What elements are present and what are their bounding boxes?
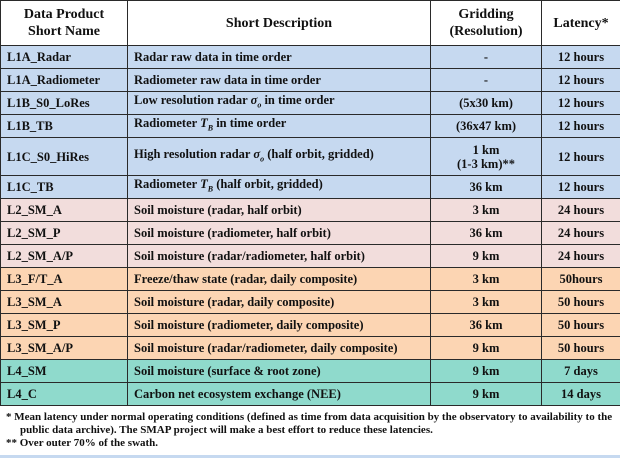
footnote-latency: * Mean latency under normal operating conditions (defined as time from data acquisition by the observatory to availability to the public data archive). The SMAP project will make a best effort to reduce these latencies. xyxy=(6,411,613,436)
description-text: Carbon net ecosystem exchange (NEE) xyxy=(134,387,341,401)
gridding-value: 9 km xyxy=(472,364,500,378)
description-text: Soil moisture (radiometer, half orbit) xyxy=(134,226,331,240)
description-pre: Radiometer xyxy=(134,116,201,131)
header-latency: Latency* xyxy=(542,1,620,46)
cell-gridding xyxy=(431,360,542,383)
symbol: σ xyxy=(253,146,261,161)
cell-latency: 14 days xyxy=(542,383,620,406)
description-pre: High resolution radar xyxy=(134,146,254,161)
table-row xyxy=(1,115,620,138)
cell-latency: 50hours xyxy=(542,268,620,291)
table-row xyxy=(1,268,620,291)
cell-latency: 50 hours xyxy=(542,314,620,337)
cell-description xyxy=(128,291,431,314)
gridding-value: 36 km xyxy=(469,318,503,332)
cell-gridding xyxy=(431,222,542,245)
cell-latency: 24 hours xyxy=(542,245,620,268)
description-text: Soil moisture (surface & root zone) xyxy=(134,364,321,378)
symbol: σ xyxy=(250,93,258,108)
table-row xyxy=(1,92,620,115)
description-post: in time order xyxy=(213,116,287,131)
cell-description xyxy=(128,115,431,138)
symbol: T xyxy=(200,177,208,192)
cell-description xyxy=(128,199,431,222)
cell-description xyxy=(128,245,431,268)
cell-description xyxy=(128,383,431,406)
cell-gridding xyxy=(431,115,542,138)
cell-description xyxy=(128,314,431,337)
cell-gridding xyxy=(431,337,542,360)
table-row xyxy=(1,360,620,383)
cell-gridding xyxy=(431,245,542,268)
table-row xyxy=(1,314,620,337)
cell-description xyxy=(128,138,431,176)
cell-description xyxy=(128,360,431,383)
gridding-range: (1-3 km)** xyxy=(457,156,515,171)
footnotes xyxy=(0,406,620,458)
cell-latency: 50 hours xyxy=(542,337,620,360)
gridding-value: 9 km xyxy=(472,341,500,355)
cell-latency: 7 days xyxy=(542,360,620,383)
symbol-subscript: o xyxy=(260,154,265,164)
table-row xyxy=(1,69,620,92)
symbol: T xyxy=(200,116,208,131)
cell-latency: 24 hours xyxy=(542,199,620,222)
cell-gridding xyxy=(431,291,542,314)
symbol-subscript: B xyxy=(207,184,214,194)
cell-short-name: L3_SM_P xyxy=(1,314,128,337)
cell-latency: 50 hours xyxy=(542,291,620,314)
gridding-value: - xyxy=(483,73,489,87)
gridding-value: 1 km xyxy=(472,142,500,157)
gridding-value: 3 km xyxy=(472,272,500,286)
gridding-value: 3 km xyxy=(472,295,500,309)
header-description: Short Description xyxy=(128,1,431,46)
cell-latency: 12 hours xyxy=(542,92,620,115)
cell-gridding xyxy=(431,138,542,176)
cell-short-name: L4_C xyxy=(1,383,128,406)
description-post: (half orbit, gridded) xyxy=(213,177,323,192)
table-row xyxy=(1,199,620,222)
cell-latency: 12 hours xyxy=(542,46,620,69)
cell-latency: 12 hours xyxy=(542,69,620,92)
header-row xyxy=(1,1,620,46)
cell-short-name: L1A_Radar xyxy=(1,46,128,69)
cell-description xyxy=(128,268,431,291)
symbol-subscript: o xyxy=(257,100,262,110)
cell-short-name: L2_SM_P xyxy=(1,222,128,245)
cell-latency: 24 hours xyxy=(542,222,620,245)
gridding-value: (36x47 km) xyxy=(455,119,517,133)
cell-short-name: L3_SM_A/P xyxy=(1,337,128,360)
cell-gridding xyxy=(431,383,542,406)
cell-short-name: L1C_TB xyxy=(1,176,128,199)
gridding-value: 36 km xyxy=(469,180,503,194)
table-row xyxy=(1,176,620,199)
description-text: Soil moisture (radar, daily composite) xyxy=(134,295,335,309)
gridding-value: - xyxy=(483,50,489,64)
cell-short-name: L3_F/T_A xyxy=(1,268,128,291)
cell-description xyxy=(128,69,431,92)
table-row xyxy=(1,337,620,360)
description-text: Soil moisture (radar, half orbit) xyxy=(134,203,302,217)
gridding-value: 9 km xyxy=(472,387,500,401)
cell-short-name: L3_SM_A xyxy=(1,291,128,314)
header-short-name: Data Product Short Name xyxy=(1,1,128,46)
header-gridding: Gridding (Resolution) xyxy=(431,1,542,46)
description-text: Soil moisture (radar/radiometer, half orbit) xyxy=(134,249,365,263)
description-text: Soil moisture (radar/radiometer, daily composite) xyxy=(134,341,398,355)
description-text: Radiometer raw data in time order xyxy=(134,73,321,87)
cell-description xyxy=(128,176,431,199)
cell-gridding xyxy=(431,69,542,92)
cell-short-name: L1B_TB xyxy=(1,115,128,138)
cell-short-name: L2_SM_A xyxy=(1,199,128,222)
cell-gridding xyxy=(431,199,542,222)
cell-gridding xyxy=(431,46,542,69)
cell-latency: 12 hours xyxy=(542,138,620,176)
cell-gridding xyxy=(431,92,542,115)
cell-short-name: L1C_S0_HiRes xyxy=(1,138,128,176)
cell-short-name: L2_SM_A/P xyxy=(1,245,128,268)
cell-latency: 12 hours xyxy=(542,176,620,199)
footnote-swath: ** Over outer 70% of the swath. xyxy=(6,437,159,449)
cell-description xyxy=(128,337,431,360)
description-post: in time order xyxy=(261,93,335,108)
cell-short-name: L4_SM xyxy=(1,360,128,383)
gridding-value: 36 km xyxy=(469,226,503,240)
cell-short-name: L1A_Radiometer xyxy=(1,69,128,92)
cell-gridding xyxy=(431,176,542,199)
symbol-subscript: B xyxy=(207,123,214,133)
description-text: Radar raw data in time order xyxy=(134,50,292,64)
description-pre: Radiometer xyxy=(134,177,201,192)
cell-description xyxy=(128,92,431,115)
description-pre: Low resolution radar xyxy=(134,93,251,108)
table-row xyxy=(1,291,620,314)
table-row xyxy=(1,383,620,406)
table-row xyxy=(1,245,620,268)
cell-description xyxy=(128,46,431,69)
gridding-value: (5x30 km) xyxy=(459,96,513,110)
gridding-value: 9 km xyxy=(472,249,500,263)
description-text: Soil moisture (radiometer, daily composite) xyxy=(134,318,364,332)
cell-latency: 12 hours xyxy=(542,115,620,138)
cell-short-name: L1B_S0_LoRes xyxy=(1,92,128,115)
description-post: (half orbit, gridded) xyxy=(264,146,374,161)
table-row xyxy=(1,222,620,245)
description-text: Freeze/thaw state (radar, daily composite) xyxy=(134,272,358,286)
gridding-value: 3 km xyxy=(472,203,500,217)
cell-gridding xyxy=(431,268,542,291)
table-row xyxy=(1,138,620,176)
table-row xyxy=(1,46,620,69)
cell-gridding xyxy=(431,314,542,337)
cell-description xyxy=(128,222,431,245)
